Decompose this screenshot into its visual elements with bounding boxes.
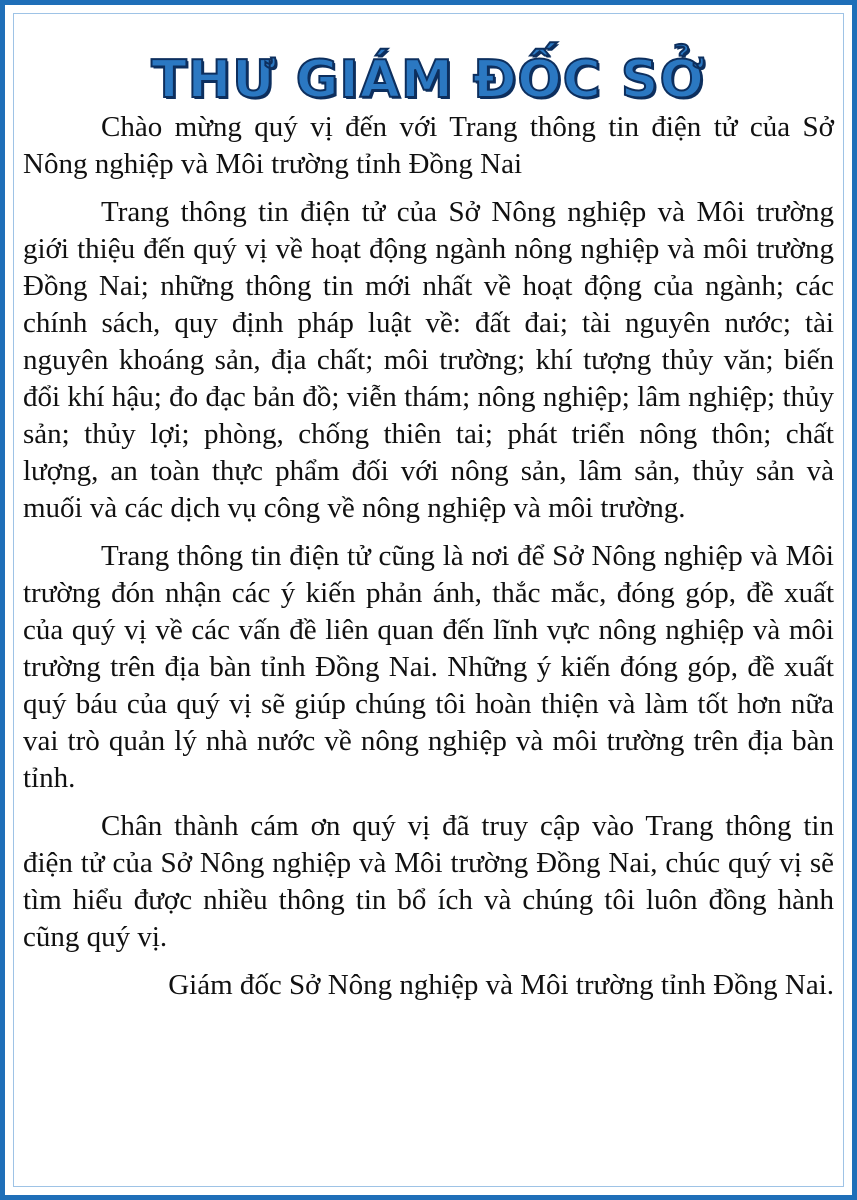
paragraph-welcome: Chào mừng quý vị đến với Trang thông tin điện tử của Sở Nông nghiệp và Môi trường tỉnh Đồng Nai bbox=[23, 111, 834, 180]
signature: Giám đốc Sở Nông nghiệp và Môi trường tỉnh Đồng Nai. bbox=[168, 969, 834, 1001]
paragraph-introduction: Trang thông tin điện tử của Sở Nông nghiệp và Môi trường giới thiệu đến quý vị về hoạt động ngành nông nghiệp và môi trường Đồng Nai; những thông tin mới nhất về hoạt động của ngành; các chính sách, quy định pháp luật về: đất đai; tài nguyên nước; tài nguyên khoáng sản, địa chất; môi trường; khí tượng thủy văn; biến đổi khí hậu; đo đạc bản đồ; viễn thám; nông nghiệp; lâm nghiệp; thủy sản; thủy lợi; phòng, chống thiên tai; phát triển nông thôn; chất lượng, an toàn thực phẩm đối với nông sản, lâm sản, thủy sản và muối và các dịch vụ công về nông nghiệp và môi trường. bbox=[23, 196, 834, 524]
paragraph-thanks: Chân thành cám ơn quý vị đã truy cập vào Trang thông tin điện tử của Sở Nông nghiệp và Môi trường Đồng Nai, chúc quý vị sẽ tìm hiểu được nhiều thông tin bổ ích và chúng tôi luôn đồng hành cũng quý vị. bbox=[23, 810, 834, 953]
paragraph-feedback: Trang thông tin điện tử cũng là nơi để Sở Nông nghiệp và Môi trường đón nhận các ý kiến phản ánh, thắc mắc, đóng góp, đề xuất của quý vị về các vấn đề liên quan đến lĩnh vực nông nghiệp và môi trường trên địa bàn tỉnh Đồng Nai. Những ý kiến đóng góp, đề xuất quý báu của quý vị sẽ giúp chúng tôi hoàn thiện và làm tốt hơn nữa vai trò quản lý nhà nước về nông nghiệp và môi trường trên địa bàn tỉnh. bbox=[23, 540, 834, 794]
letter-title: THƯ GIÁM ĐỐC SỞ bbox=[151, 49, 706, 110]
letter-body bbox=[23, 109, 834, 1004]
